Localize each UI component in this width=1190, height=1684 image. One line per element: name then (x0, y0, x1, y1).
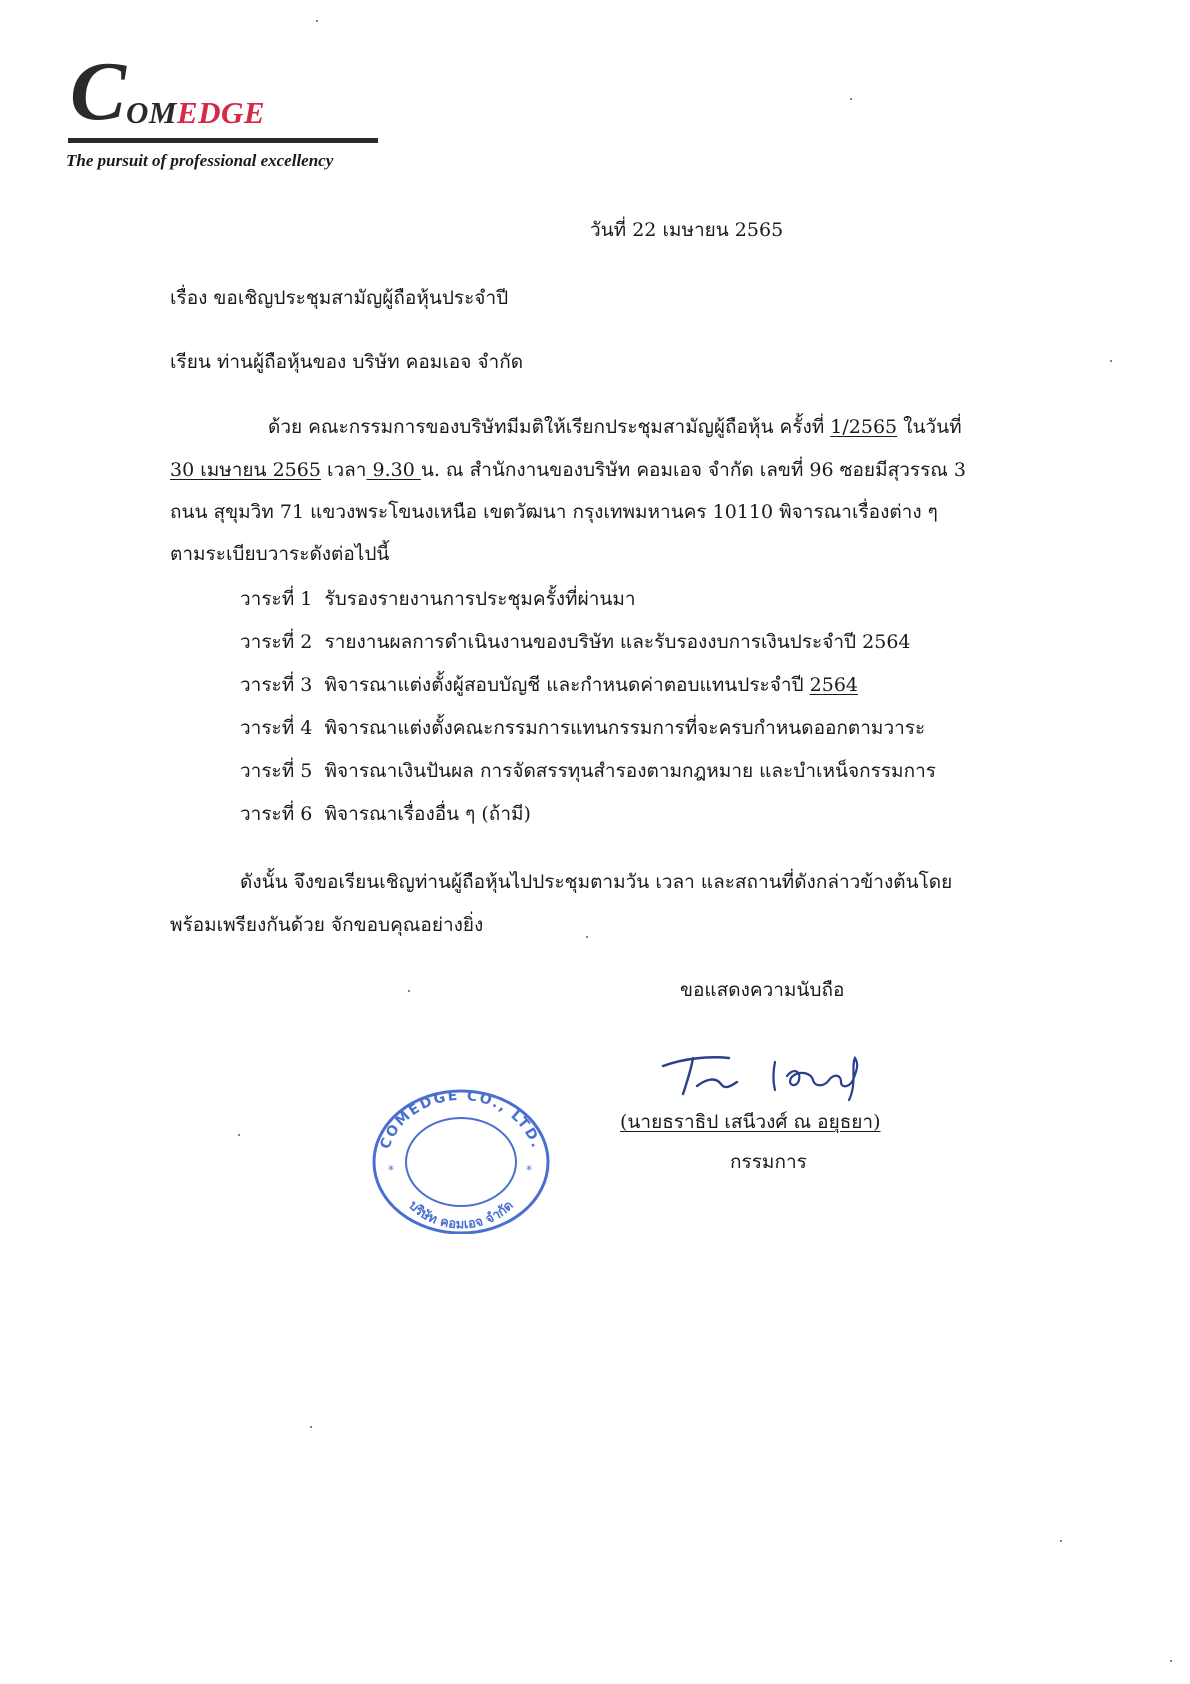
signature-image (655, 1036, 885, 1102)
agenda-item (240, 759, 936, 783)
scan-speck (1170, 1660, 1172, 1662)
logo-initial: C (70, 45, 127, 138)
signatory-title: กรรมการ (730, 1151, 807, 1173)
tagline: The pursuit of professional excellency (66, 151, 334, 170)
svg-text:*: * (526, 1163, 532, 1177)
agenda-label: วาระที่ 4 (240, 717, 313, 739)
agenda-item (240, 630, 911, 654)
agenda-year: 2564 (809, 674, 858, 696)
meeting-number: 1/2565 (830, 416, 898, 438)
body-line-3: ถนน สุขุมวิท 71 แขวงพระโขนงเหนือ เขตวัฒนา กรุงเทพมหานคร 10110 พิจารณาเรื่องต่าง ๆ (170, 501, 938, 523)
agenda-item (240, 587, 636, 611)
scan-speck (408, 990, 410, 992)
body-line-4: ตามระเบียบวาระดังต่อไปนี้ (170, 543, 390, 565)
agenda-text: รายงานผลการดำเนินงานของบริษัท และรับรองงบการเงินประจำปี 2564 (324, 631, 911, 653)
agenda-label: วาระที่ 2 (240, 631, 313, 653)
svg-text:บริษัท คอมเอจ จำกัด: บริษัท คอมเอจ จำกัด (405, 1198, 517, 1233)
letter-date: วันที่ 22 เมษายน 2565 (590, 219, 784, 241)
agenda-item (240, 673, 858, 697)
agenda-label: วาระที่ 1 (240, 588, 313, 610)
meeting-time: 9.30 (366, 459, 421, 481)
body-l1-post: ในวันที่ (897, 416, 962, 438)
signatory-name-text: (นายธราธิป เสนีวงศ์ ณ อยุธยา) (620, 1111, 881, 1133)
signoff: ขอแสดงความนับถือ (680, 979, 845, 1001)
svg-text:*: * (388, 1163, 394, 1177)
logo-om: OM (126, 95, 177, 130)
scan-speck (586, 936, 588, 938)
body-line-2 (170, 458, 966, 482)
agenda-text: พิจารณาแต่งตั้งคณะกรรมการแทนกรรมการที่จะครบกำหนดออกตามวาระ (324, 717, 926, 739)
logo-edge: EDGE (176, 95, 266, 130)
body-l2-post: น. ณ สำนักงานของบริษัท คอมเอจ จำกัด เลขที่ 96 ซอยมีสุวรรณ 3 (420, 459, 967, 481)
agenda-label: วาระที่ 5 (240, 760, 313, 782)
meeting-date: 30 เมษายน 2565 (170, 459, 321, 481)
letter-salutation: เรียน ท่านผู้ถือหุ้นของ บริษัท คอมเอจ จำกัด (170, 351, 524, 373)
agenda-label: วาระที่ 6 (240, 803, 313, 825)
agenda-label: วาระที่ 3 (240, 674, 313, 696)
logo-wordmark (126, 96, 265, 130)
scan-speck (238, 1134, 240, 1136)
svg-text:COMEDGE CO., LTD.: COMEDGE CO., LTD. (377, 1087, 545, 1152)
company-seal-image (366, 1082, 556, 1234)
scan-speck (850, 98, 852, 100)
scan-speck (310, 1426, 312, 1428)
agenda-item (240, 716, 925, 740)
agenda-text: พิจารณาเรื่องอื่น ๆ (ถ้ามี) (324, 803, 531, 825)
body-l2-mid: เวลา (320, 459, 367, 481)
scan-speck (1110, 360, 1112, 362)
scan-speck (316, 20, 318, 22)
agenda-text: รับรองรายงานการประชุมครั้งที่ผ่านมา (324, 588, 636, 610)
closing-line-1: ดังนั้น จึงขอเรียนเชิญท่านผู้ถือหุ้นไปประชุมตามวัน เวลา และสถานที่ดังกล่าวข้างต้นโดย (240, 871, 953, 893)
body-line-1 (268, 415, 962, 439)
signatory-name (620, 1110, 881, 1134)
scan-speck (1060, 1540, 1062, 1542)
closing-line-2: พร้อมเพรียงกันด้วย จักขอบคุณอย่างยิ่ง (170, 914, 484, 936)
body-l1-pre: ด้วย คณะกรรมการของบริษัทมีมติให้เรียกประชุมสามัญผู้ถือหุ้น ครั้งที่ (268, 416, 831, 438)
letter-subject: เรื่อง ขอเชิญประชุมสามัญผู้ถือหุ้นประจำปี (170, 287, 509, 309)
agenda-text: พิจารณาเงินปันผล การจัดสรรทุนสำรองตามกฎหมาย และบำเหน็จกรรมการ (324, 760, 936, 782)
agenda-item (240, 802, 531, 826)
agenda-text: พิจารณาแต่งตั้งผู้สอบบัญชี และกำหนดค่าตอบแทนประจำปี (324, 674, 810, 696)
logo-underline (68, 138, 378, 143)
